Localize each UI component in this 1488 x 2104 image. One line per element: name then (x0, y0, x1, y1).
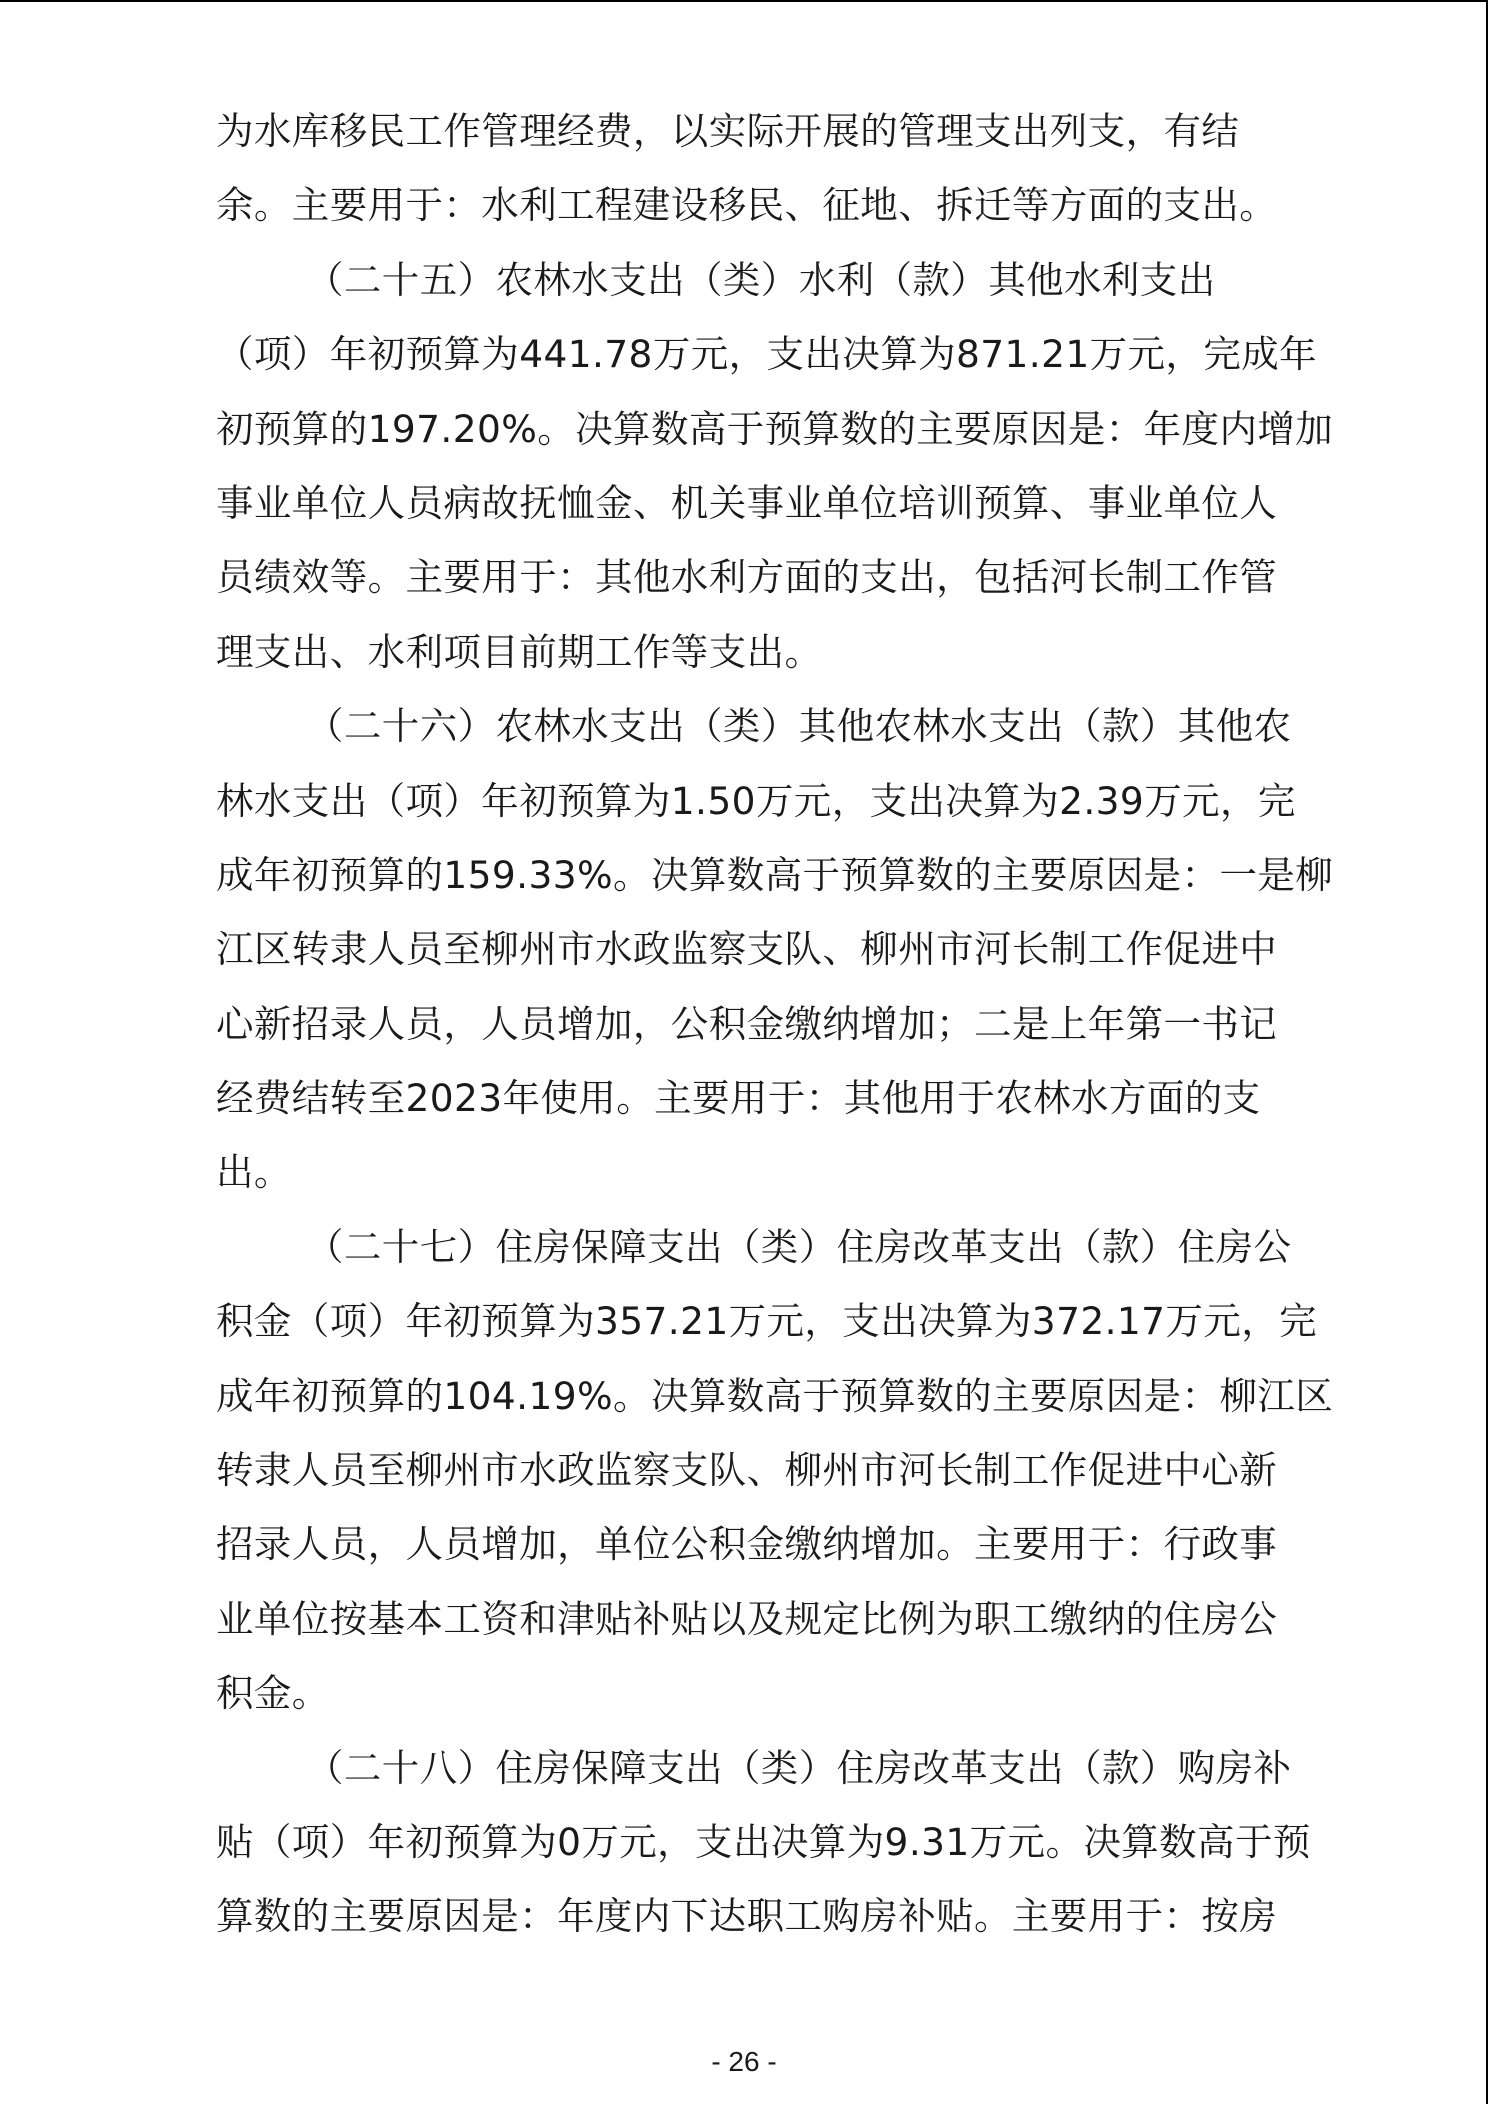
text-line: 江区转隶人员至柳州市水政监察支队、柳州市河长制工作促进中 (216, 927, 1278, 972)
text-line: 成年初预算的159.33%。决算数高于预算数的主要原因是：一是柳 (216, 852, 1334, 897)
text-line: 初预算的197.20%。决算数高于预算数的主要原因是：年度内增加 (216, 406, 1334, 451)
text-line: 出。 (216, 1150, 292, 1195)
text-line: 成年初预算的104.19%。决算数高于预算数的主要原因是：柳江区 (216, 1373, 1334, 1418)
text-line: 积金。 (216, 1671, 330, 1716)
text-line: 转隶人员至柳州市水政监察支队、柳州市河长制工作促进中心新 (216, 1448, 1278, 1493)
text-line: （项）年初预算为441.78万元，支出决算为871.21万元，完成年 (216, 332, 1318, 377)
text-line: 余。主要用于：水利工程建设移民、征地、拆迁等方面的支出。 (216, 183, 1278, 228)
paragraph-heading-26: （二十六）农林水支出（类）其他农林水支出（款）其他农 (306, 704, 1292, 749)
text-line: 贴（项）年初预算为0万元，支出决算为9.31万元。决算数高于预 (216, 1819, 1311, 1864)
text-line: 算数的主要原因是：年度内下达职工购房补贴。主要用于：按房 (216, 1894, 1278, 1939)
paragraph-heading-28: （二十八）住房保障支出（类）住房改革支出（款）购房补 (306, 1745, 1292, 1790)
text-line: 业单位按基本工资和津贴补贴以及规定比例为职工缴纳的住房公 (216, 1596, 1278, 1641)
text-line: 心新招录人员，人员增加，公积金缴纳增加；二是上年第一书记 (216, 1001, 1278, 1046)
text-line: 林水支出（项）年初预算为1.50万元，支出决算为2.39万元，完 (216, 778, 1296, 823)
page-number: - 26 - (711, 2046, 777, 2077)
document-body (216, 94, 1334, 1954)
text-line: 为水库移民工作管理经费，以实际开展的管理支出列支，有结 (216, 109, 1240, 153)
text-line: 理支出、水利项目前期工作等支出。 (216, 629, 823, 674)
text-line: 事业单位人员病故抚恤金、机关事业单位培训预算、事业单位人 (216, 480, 1278, 525)
paragraph-heading-27: （二十七）住房保障支出（类）住房改革支出（款）住房公 (306, 1224, 1292, 1269)
text-line: 经费结转至2023年使用。主要用于：其他用于农林水方面的支 (216, 1076, 1261, 1121)
text-line: 积金（项）年初预算为357.21万元，支出决算为372.17万元，完 (216, 1299, 1318, 1344)
text-line: 员绩效等。主要用于：其他水利方面的支出，包括河长制工作管 (216, 555, 1278, 600)
paragraph-heading-25: （二十五）农林水支出（类）水利（款）其他水利支出 (306, 257, 1216, 302)
text-line: 招录人员，人员增加，单位公积金缴纳增加。主要用于：行政事 (216, 1522, 1278, 1567)
